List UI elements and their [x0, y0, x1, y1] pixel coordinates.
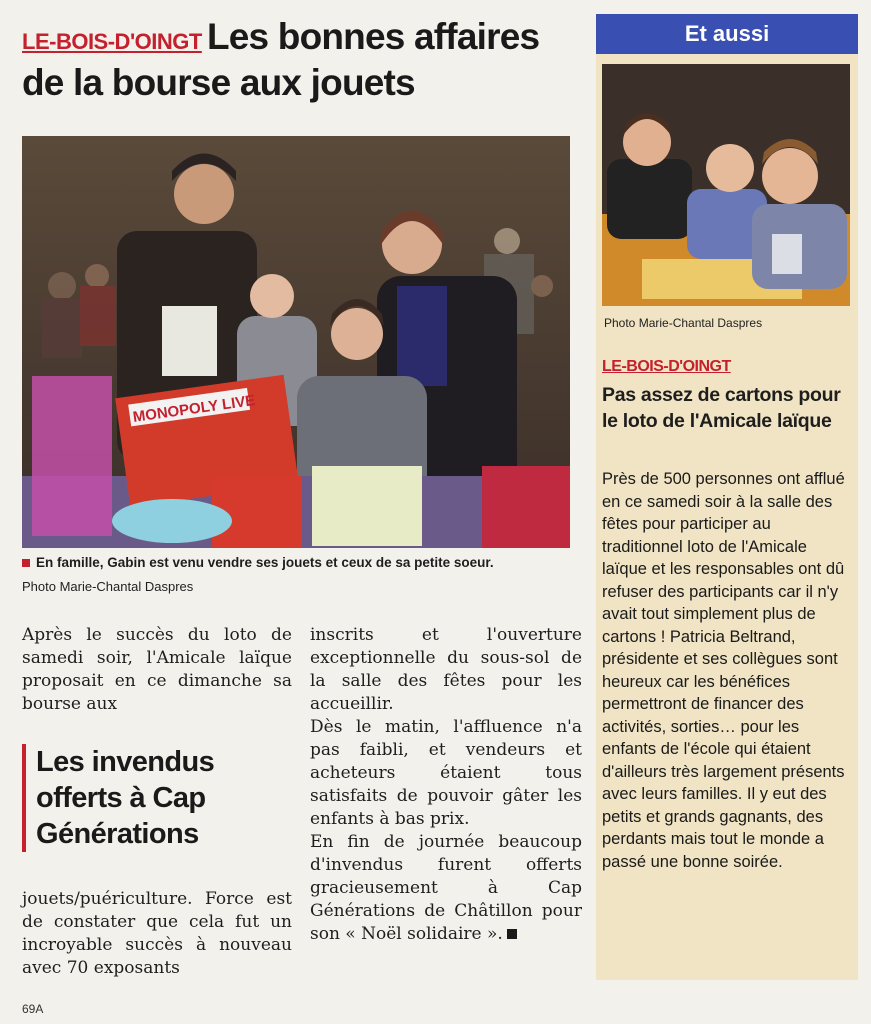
sidebar-kicker: LE-BOIS-D'OINGT: [602, 358, 731, 375]
intertitle: Les invendus offerts à Cap Générations: [22, 744, 292, 852]
column1-bottom: jouets/puériculture. Force est de constater que cela fut un incroyable succès à nouveau avec 70 exposants: [22, 889, 292, 978]
article-headline-line2: de la bourse aux jouets: [22, 62, 415, 103]
sidebar-header: Et aussi: [596, 14, 858, 54]
article-kicker: LE-BOIS-D'OINGT: [22, 29, 202, 54]
column2-paragraph3: [310, 831, 582, 946]
page-number: 69A: [22, 1002, 44, 1016]
article-headline-line1: Les bonnes affaires: [206, 16, 540, 57]
column2: [310, 624, 582, 946]
sidebar-body: Près de 500 personnes ont afflué en ce samedi soir à la salle des fêtes pour participer au traditionnel loto de l'Amicale laïque et les responsables ont dû refuser des participants car il n'y avait tout simplement plus de cartons ! Patricia Beltrand, présidente et ses collègues sont heureux car les bénéfices permettront de financer des activités, sorties… pour les enfants de l'école qui étaient d'ailleurs très largement présents avec leurs familles. Il y eut des petits et grands gagnants, des perdants mais tout le monde a passé une bonne soirée.: [602, 470, 845, 871]
sidebar-title: Pas assez de cartons pour le loto de l'Amicale laïque: [602, 384, 841, 432]
article-header: [22, 14, 582, 106]
photo-box-label: MONOPOLY LIVE: [131, 391, 257, 426]
column2-paragraph2: Dès le matin, l'affluence n'a pas faibli, et vendeurs et acheteurs étaient tous satisfaits de pouvoir gâter les enfants à bas prix.: [310, 717, 582, 829]
sidebar-photo-credit: Photo Marie-Chantal Daspres: [604, 316, 763, 330]
sidebar-photo: [602, 64, 850, 306]
column1-top: Après le succès du loto de samedi soir, l'Amicale laïque proposait en ce dimanche sa bourse aux: [22, 625, 292, 714]
end-mark: [507, 929, 517, 939]
column2-paragraph3-text: En fin de journée beaucoup d'invendus furent offerts gracieusement à Cap Générations de Châtillon pour son « Noël solidaire ».: [310, 832, 582, 944]
photo-credit: Photo Marie-Chantal Daspres: [22, 579, 194, 594]
column2-paragraph1: inscrits et l'ouverture exceptionnelle du sous-sol de la salle des fêtes pour les accueillir.: [310, 625, 582, 714]
caption-bullet: [22, 559, 30, 567]
photo-caption: [22, 555, 582, 570]
main-photo: [22, 136, 570, 548]
photo-caption-text: En famille, Gabin est venu vendre ses jouets et ceux de sa petite soeur.: [36, 555, 494, 570]
